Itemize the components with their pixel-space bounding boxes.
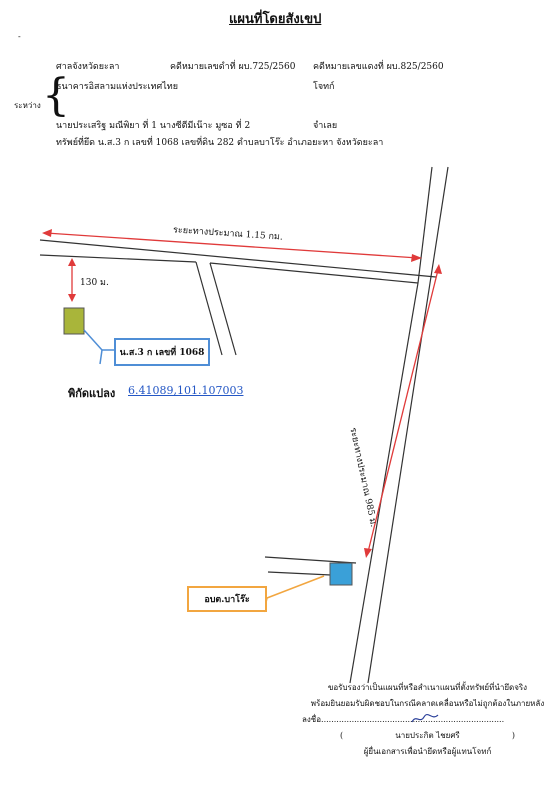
handwritten-signature [410, 712, 440, 726]
right-road-east-edge [368, 167, 448, 683]
between-label: ระหว่าง [14, 101, 41, 110]
land-plot-marker [64, 308, 84, 334]
property-description: ทรัพย์ที่ยึด น.ส.3 ก เลขที่ 1068 เลขที่ดิน 282 ตำบลบาโร๊ะ อำเภอยะหา จังหวัดยะลา [56, 138, 384, 148]
dash-mark: - [18, 32, 21, 41]
close-paren: ) [511, 731, 515, 740]
plot-title-label: น.ส.3 ก เลขที่ 1068 [119, 348, 205, 358]
signer-name-row [300, 728, 555, 744]
plot-title-box [114, 338, 210, 366]
side-arrow-head-top [68, 258, 76, 266]
right-road-west-edge-upper [418, 167, 432, 283]
certification-line-2: พร้อมยินยอมรับผิดชอบในกรณีคลาดเคลื่อนหรือไม่ถูกต้องในภายหลัง [310, 699, 545, 708]
right-distance-arrow [368, 270, 438, 552]
defendant-role: จำเลย [313, 121, 338, 131]
defendant-names: นายประเสริฐ มณีพิยา ที่ 1 นางซีตีมีเน๊าะ มูซอ ที่ 2 [56, 121, 251, 131]
open-paren: ( [340, 731, 344, 740]
plot-leader-line [84, 330, 102, 350]
coordinates-link[interactable]: 6.41089,101.107003 [128, 384, 244, 397]
side-arrow-head-bottom [68, 294, 76, 302]
plot-leader-line-3 [100, 350, 102, 364]
signer-role: ผู้ยื่นเอกสารเพื่อนำยึดหรือผู้แทนโจทก์ [363, 747, 492, 756]
brace-symbol: { [42, 70, 70, 121]
signer-name: นายประกิต ไชยศรี [395, 731, 460, 740]
certification-line-1: ขอรับรองว่าเป็นแผนที่หรือสำเนาแผนที่ตั้งทรัพย์ที่นำยึดจริง [327, 683, 528, 692]
top-road-distance-label: ระยะทางประมาณ 1.15 กม. [172, 225, 284, 243]
right-arrow-head-top [434, 264, 442, 274]
landmark-title-box [187, 586, 267, 612]
landmark-marker [330, 563, 352, 585]
signature-line: ลงชื่อ........................................................................ [300, 712, 555, 728]
branch-road-right-edge [210, 263, 236, 355]
sign-label: ลงชื่อ [302, 715, 322, 724]
landmark-title-label: อบต.บาโร๊ะ [204, 595, 250, 605]
right-road-distance-label: ระยะทางประมาณ 985 ม. [347, 426, 379, 529]
red-case-number: คดีหมายเลขแดงที่ ผบ.825/2560 [313, 62, 444, 72]
certification-block [300, 680, 555, 760]
landmark-leader-line [267, 576, 324, 598]
plaintiff-name: ธนาคารอิสลามแห่งประเทศไทย [56, 82, 178, 92]
side-distance-label: 130 ม. [80, 278, 109, 288]
main-road-bottom-edge-left [40, 255, 196, 262]
page-title: แผนที่โดยสังเขป [229, 12, 322, 27]
court-label: ศาลจังหวัดยะลา [56, 62, 120, 72]
landmark-road-top-edge [265, 557, 356, 563]
plaintiff-role: โจทก์ [313, 82, 335, 92]
top-arrow-head-left [42, 229, 52, 237]
coordinates-label: พิกัดแปลง [68, 387, 116, 400]
right-arrow-head-bottom [364, 548, 372, 558]
black-case-number: คดีหมายเลขดำที่ ผบ.725/2560 [170, 62, 296, 72]
